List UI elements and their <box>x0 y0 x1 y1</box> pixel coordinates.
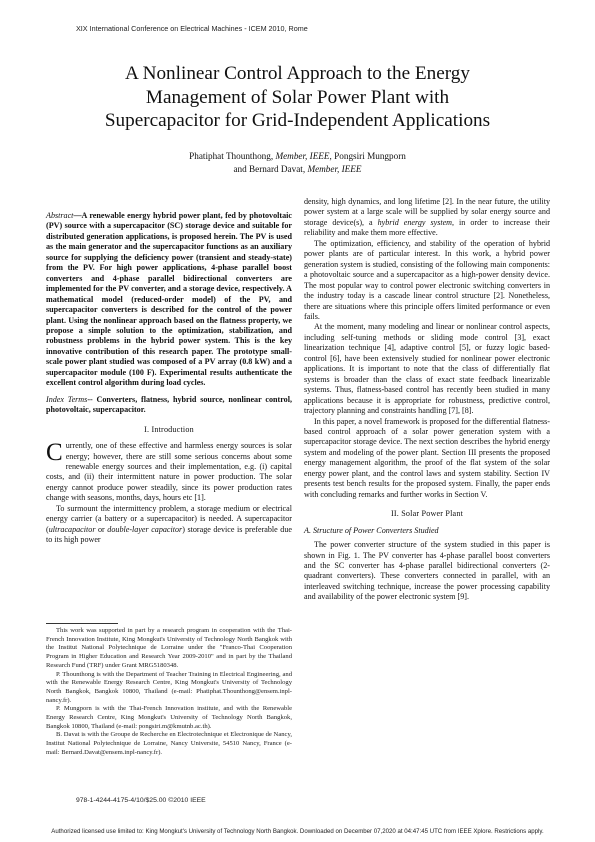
section-heading-solar-power-plant: II. Solar Power Plant <box>390 509 464 519</box>
index-terms-text: -- Converters, flatness, hybrid source, nonlinear control, photovoltaic, supercapacitor. <box>46 394 292 415</box>
right-column <box>304 197 550 603</box>
abstract <box>46 211 292 389</box>
title-line: Supercapacitor for Grid-Independent Applications <box>104 110 491 131</box>
abstract-label: Abstract <box>46 211 74 220</box>
index-terms-label: Index Terms <box>46 394 88 404</box>
paper-title <box>40 62 555 133</box>
title-line: Management of Solar Power Plant with <box>145 86 450 108</box>
abstract-text: —A renewable energy hybrid power plant, fed by photovoltaic (PV) source with a supercapacitor (SC) storage device and suitable for distributed generation applications, is proposed herein. The PV is used as the main generator and the supercapacitor functions as an auxiliary source for supplying the deficiency power (transient and steady-state) from the PV. For high power applications, 4-phase parallel boost converters and 4-phase parallel bidirectional converters are implemented for the PV converter, and a storage device, respectively. A mathematical model (reduced-order model) of the PV, and supercapacitor converters is described for the control of the power plant. Using the nonlinear approach based on the flatness property, we propose a simple solution to the optimization, stabilization, and robustness problems in the hybrid power system. This is the key innovative contribution of this research paper. The prototype small-scale power plant studied was composed of a PV array (0.8 kW) and a supercapacitor module (100 F). Experimental results authenticate the excellent control algorithm during load cycles. <box>46 211 292 388</box>
paragraph-text: ) storage device is preferable due to its high power <box>46 524 292 545</box>
paragraph: The optimization, efficiency, and stability of the operation of hybrid power plants are of particular interest. In this work, a hybrid power generation system is studied, consisting of the following main components: a photovoltaic source and a supercapacitor as a high-power density device. The most popular way to control power electronic switching converters in the industry today is a cascade linear control structure [2]. Nonetheless, there are situations where this principle offers limited performance or even fails. <box>304 238 550 321</box>
author-name: and Bernard Davat, <box>233 163 308 174</box>
emphasis: hybrid energy system <box>377 217 453 227</box>
subsection-heading: A. Structure of Power Converters Studied <box>304 525 439 535</box>
footnote: P. Mungporn is with the Thai-French Innovation institute, and with the Renewable Energy Research Centre, King Mongkut's University of Technology North Bangkok, Bangkok 10800, Thailand (e-mail: pongsiri.m@kmutnb.ac.th). <box>46 705 292 730</box>
author-role: Member, IEEE <box>307 163 362 174</box>
drop-cap: C <box>46 439 63 467</box>
author-line <box>120 150 475 163</box>
paragraph-text: To surmount the intermittency problem, a storage medium or electrical energy carrier (a battery or a supercapacitor) is needed. A supercapacitor ( <box>46 503 292 534</box>
paragraph-text: or <box>95 524 108 534</box>
author-name: , Pongsiri Mungporn <box>329 151 406 161</box>
footnote-divider <box>46 623 118 624</box>
footnote: B. Davat is with the Groupe de Recherche en Electrotechnique et Electronique de Nancy, Institut National Polytechnique de Lorraine, Nancy Universite, 54510 Nancy, France (e-mail: Bernard.Davat@ensem.inpl-nancy.fr). <box>46 731 292 756</box>
paragraph: At the moment, many modeling and linear or nonlinear control aspects, including self-tuning methods or sliding mode control [3], exact linearization technique [4], adaptive control [5], or fuzzy logic based-control [6], have been extensively studied for nonlinear power electronic applications. It is important to note that the class of differentially flat systems is broader than the class of exact state feedback linearizable systems. Thus, flatness-based control has recently been studied in many applications because it is appropriate for robustness, predictive control, trajectory planning and constraints handling [7], [8]. <box>304 322 550 416</box>
footnotes <box>46 627 292 758</box>
paragraph <box>46 504 292 546</box>
paragraph <box>46 441 292 504</box>
paragraph <box>304 197 550 239</box>
author-line <box>120 163 475 176</box>
index-terms <box>46 395 292 416</box>
footnote: This work was supported in part by a research program in cooperation with the Thai-French Innovation Institute, King Mongkut's University of Technology North Bangkok with the Institut National Polytechnique de Lorraine under the "Franco-Thai Cooperation Program in Higher Education and Research Year 2009-2010" and in part by the Thailand Research Fund (TRF) under Grant MRG5180348. <box>46 627 292 669</box>
conference-header: XIX International Conference on Electrical Machines - ICEM 2010, Rome <box>76 24 308 33</box>
paragraph-text: urrently, one of these effective and harmless energy sources is solar energy; however, there are still some serious concerns about some renewable energy sources and their implementation, e.g. (i) capital costs, and (ii) their intermittent nature in power production. The solar energy cannot produce power steadily, since its power production rates change with seasons, months, days, hours etc [1]. <box>46 441 292 503</box>
emphasis: double-layer capacitor <box>107 524 183 534</box>
author-list <box>120 150 475 175</box>
paragraph-text: density, high dynamics, and long lifetime [2]. In the near future, the utility power system at a large scale will be supplied by solar energy source and storage device(s), a <box>304 197 550 227</box>
emphasis: ultracapacitor <box>48 524 96 534</box>
authorization-footer: Authorized licensed use limited to: King Mongkut's University of Technology North Bangkok. Downloaded on December 07,2020 at 04:47:45 UTC from IEEE Xplore. Restrictions apply. <box>51 828 544 835</box>
isbn-line: 978-1-4244-4175-4/10/$25.00 ©2010 IEEE <box>76 797 206 804</box>
title-line: A Nonlinear Control Approach to the Energy <box>125 63 470 84</box>
paragraph: In this paper, a novel framework is proposed for the differential flatness-based control approach of a solar power generation system with a supercapacitor storage device. The next section describes the hybrid energy system and modeling of the power plant. Section III presents the proposed energy management algorithm, the proof of the flat system of the solar energy power plant, and the control laws and system stability. Section IV presents test bench results for the proposed system. Finally, the paper ends with concluding remarks and further works in Section V. <box>304 416 550 499</box>
section-heading-introduction: I. Introduction <box>144 424 194 434</box>
left-column <box>46 211 292 546</box>
footnote: P. Thounthong is with the Department of Teacher Training in Electrical Engineering, and with the Renewable Energy Research Centre, King Mongkut's University of Technology North Bangkok, Bangkok 10800, Thailand (e-mail: Phatiphat.Thounthong@ensem.inpl-nancy.fr). <box>46 670 292 704</box>
author-name: Phatiphat Thounthong, <box>189 151 276 161</box>
paragraph-text: , in order to increase their reliability and make them more effective. <box>304 217 551 238</box>
paragraph: The power converter structure of the system studied in this paper is shown in Fig. 1. The PV converter has 4-phase parallel boost converters and the SC converter has 4-phase parallel bidirectional converters (2-quadrant converters). These converters connected in parallel, with an interleaved switching technique, increase the power processing capability and availability of the power electronic system [9]. <box>304 540 550 602</box>
author-role: Member, IEEE <box>275 151 330 161</box>
